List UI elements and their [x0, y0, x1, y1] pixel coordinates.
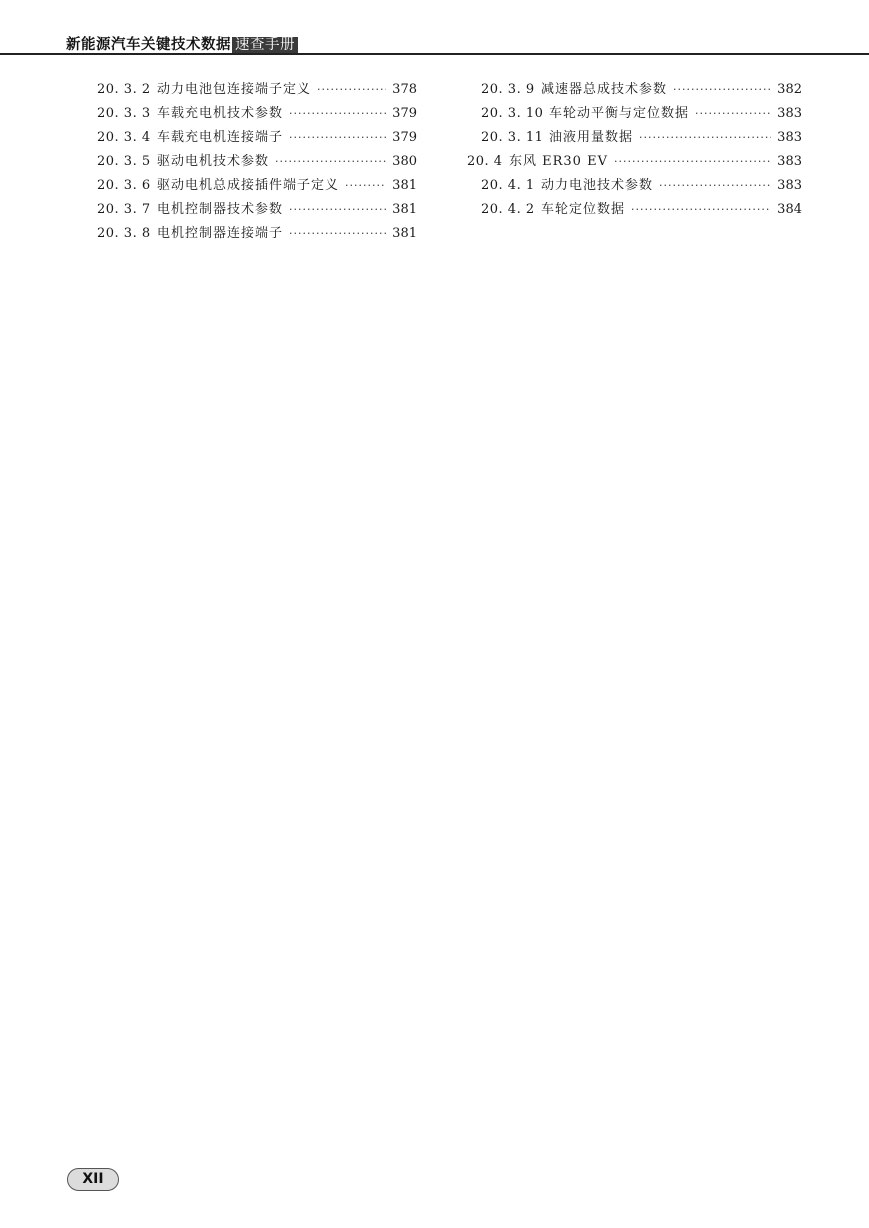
- toc-entry-title: 车载充电机技术参数: [157, 106, 284, 121]
- dot-leader: [614, 150, 771, 174]
- toc-entry[interactable]: [467, 174, 802, 198]
- page-number-badge: [67, 1168, 119, 1191]
- toc-entry[interactable]: [467, 126, 802, 150]
- book-title-tag: 速查手册: [232, 37, 298, 54]
- toc-entry[interactable]: [97, 198, 417, 222]
- toc-entry-page: 378: [392, 82, 417, 97]
- dot-leader: [631, 198, 771, 222]
- dot-leader: [289, 102, 386, 126]
- toc-entry-number: 20. 3. 11: [481, 130, 544, 145]
- toc-entry[interactable]: [467, 78, 802, 102]
- toc-entry-page: 383: [777, 130, 802, 145]
- toc-entry-number: 20. 3. 4: [97, 130, 151, 145]
- toc-entry-page: 379: [392, 130, 417, 145]
- toc-entry[interactable]: [467, 102, 802, 126]
- toc-entry-page: 381: [392, 178, 417, 193]
- toc-entry-page: 382: [777, 82, 802, 97]
- toc-entry[interactable]: [97, 102, 417, 126]
- dot-leader: [639, 126, 771, 150]
- toc-entry-title: 动力电池包连接端子定义: [157, 82, 312, 97]
- book-title: [66, 33, 298, 54]
- toc-entry-page: 383: [777, 178, 802, 193]
- toc-entry-title: 车轮动平衡与定位数据: [549, 106, 690, 121]
- dot-leader: [289, 126, 386, 150]
- toc-entry-number: 20. 3. 7: [97, 202, 151, 217]
- toc-entry-page: 379: [392, 106, 417, 121]
- toc-entry-number: 20. 4. 1: [481, 178, 535, 193]
- dot-leader: [317, 78, 386, 102]
- toc-entry-page: 384: [777, 202, 802, 217]
- toc-entry-title: 油液用量数据: [549, 130, 634, 145]
- book-title-text: 新能源汽车关键技术数据: [66, 37, 231, 53]
- toc-entry-page: 381: [392, 202, 417, 217]
- toc-section-title: 东风 ER30 EV: [509, 154, 608, 169]
- toc-entry-title: 驱动电机技术参数: [157, 154, 270, 169]
- toc-entry-number: 20. 3. 8: [97, 226, 151, 241]
- dot-leader: [345, 174, 386, 198]
- toc-entry-number: 20. 3. 10: [481, 106, 544, 121]
- toc-entry-title: 驱动电机总成接插件端子定义: [157, 178, 340, 193]
- toc-entry-title: 减速器总成技术参数: [541, 82, 668, 97]
- toc-column-left: [97, 78, 417, 246]
- dot-leader: [659, 174, 771, 198]
- toc-entry[interactable]: [97, 150, 417, 174]
- toc-entry-title: 电机控制器连接端子: [157, 226, 284, 241]
- toc-entry-title: 车载充电机连接端子: [157, 130, 284, 145]
- toc-entry[interactable]: [467, 198, 802, 222]
- dot-leader: [275, 150, 386, 174]
- toc-entry-title: 车轮定位数据: [541, 202, 626, 217]
- toc-section[interactable]: [467, 150, 802, 174]
- toc-entry[interactable]: [97, 126, 417, 150]
- toc-column-right: [467, 78, 802, 222]
- toc-entry-title: 动力电池技术参数: [541, 178, 654, 193]
- toc-entry-page: 383: [777, 106, 802, 121]
- toc-entry-number: 20. 3. 6: [97, 178, 151, 193]
- toc-entry-page: 380: [392, 154, 417, 169]
- toc-entry[interactable]: [97, 174, 417, 198]
- toc-entry-page: 381: [392, 226, 417, 241]
- page-number: XII: [82, 1171, 104, 1187]
- toc-section-page: 383: [777, 154, 802, 169]
- dot-leader: [289, 198, 386, 222]
- header-rule: [0, 53, 869, 55]
- dot-leader: [289, 222, 386, 246]
- toc-entry-number: 20. 3. 3: [97, 106, 151, 121]
- dot-leader: [695, 102, 771, 126]
- toc-entry-number: 20. 4. 2: [481, 202, 535, 217]
- toc-entry-number: 20. 3. 5: [97, 154, 151, 169]
- dot-leader: [673, 78, 771, 102]
- page-header: [0, 0, 869, 56]
- toc-entry[interactable]: [97, 222, 417, 246]
- toc-section-number: 20. 4: [467, 154, 503, 169]
- toc-entry-number: 20. 3. 2: [97, 82, 151, 97]
- toc-entry-number: 20. 3. 9: [481, 82, 535, 97]
- toc-entry-title: 电机控制器技术参数: [157, 202, 284, 217]
- toc-entry[interactable]: [97, 78, 417, 102]
